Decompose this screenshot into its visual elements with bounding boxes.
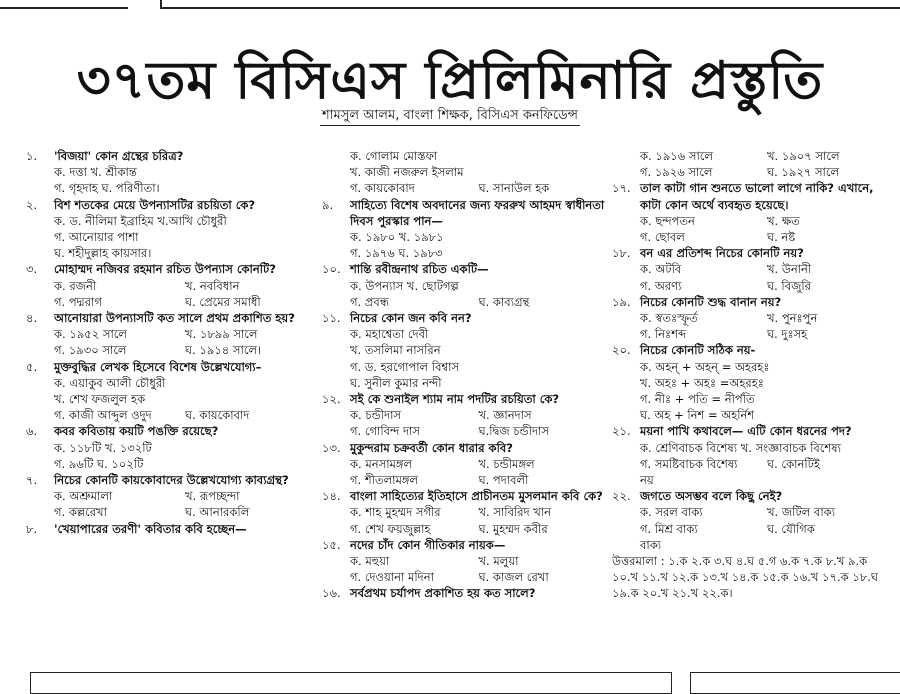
question-number: ২২. xyxy=(612,489,631,504)
option-row xyxy=(26,342,316,358)
question-3 xyxy=(26,261,316,277)
option: খ. পুনঃপুন xyxy=(767,311,818,326)
option: গ. প্রবন্ধ xyxy=(350,294,389,309)
option-row xyxy=(612,521,894,537)
option-line: ক. দত্তা খ. শ্রীকান্ত xyxy=(54,165,137,180)
question-1 xyxy=(26,148,316,164)
option: গ. দেওয়ানা মদিনা xyxy=(350,570,434,585)
option-line: ক. ড. নীলিমা ইব্রাহিম খ.আখি চৌধুরী xyxy=(54,213,227,228)
option: ঘ. আনারকলি xyxy=(185,505,250,520)
option-line: খ. তসলিমা নাসরিন xyxy=(350,343,441,358)
option: ক. ১৯১৬ সালে xyxy=(640,149,713,163)
question-number: ২১. xyxy=(612,424,631,439)
option: খ. ১৮৯৯ সালে xyxy=(185,327,258,342)
option: গ. ১৯২৬ সালে xyxy=(640,165,713,180)
question-5 xyxy=(26,359,316,375)
question-number: ১১. xyxy=(322,311,341,326)
question-number: ২০. xyxy=(612,343,631,358)
option-row xyxy=(26,278,316,294)
option-line: খ. কাজী নজরুল ইসলাম xyxy=(350,165,464,180)
option: ক. চন্ডীদাস xyxy=(350,408,402,423)
option: খ. ক্ষত xyxy=(767,213,800,228)
option-line: গ. ড. হরগোপাল বিশ্বাস xyxy=(350,359,460,374)
option: গ. মিশ্র বাক্য xyxy=(640,521,698,536)
option-row xyxy=(612,213,894,229)
question-15 xyxy=(322,537,607,553)
bottom-box xyxy=(690,672,900,694)
option: ঘ. দুঃসহ xyxy=(767,327,808,342)
option: ঘ. ১৯১৪ সালে। xyxy=(185,343,262,358)
question-11 xyxy=(322,310,607,326)
option: ঘ. মুহম্মদ কবীর xyxy=(478,521,548,536)
option-row xyxy=(612,504,894,520)
page-title: ৩৭তম বিসিএস প্রিলিমিনারি প্রস্তুতি xyxy=(76,50,824,111)
option-row xyxy=(322,407,607,423)
option: গ. ১৯৩০ সালে xyxy=(54,343,127,358)
bottom-box xyxy=(30,672,672,694)
option: ঘ. প্রেমের সমাধী xyxy=(185,294,261,309)
question-16 xyxy=(322,585,607,601)
question-number: ১৬. xyxy=(322,586,341,601)
option: গ. শেখ ফয়জুল্লাহ xyxy=(350,521,431,536)
question-7 xyxy=(26,472,316,488)
option-row xyxy=(322,456,607,472)
question-text: নিচের কোন জন কবি নন? xyxy=(350,311,472,326)
question-number: ২. xyxy=(26,197,38,212)
question-19 xyxy=(612,294,894,310)
question-number: ৪. xyxy=(26,311,38,326)
question-number: ১৫. xyxy=(322,537,341,552)
option-line: গ. ১৯৭৬ ঘ. ১৯৮৩ xyxy=(350,246,443,261)
option: গ. পদ্মরাগ xyxy=(54,294,102,309)
option-row xyxy=(26,488,316,504)
question-text: আনোয়ারা উপন্যাসটি কত সালে প্রথম প্রকাশিত হয়? xyxy=(54,311,295,326)
option-row xyxy=(322,521,607,537)
option: ঘ. নষ্ট xyxy=(767,230,796,245)
option: ঘ. ১৯২৭ সালে xyxy=(767,165,840,180)
option: গ. সমষ্টিবাচক বিশেষ্য xyxy=(640,456,738,471)
question-number: ১৩. xyxy=(322,440,341,455)
question-text: 'বিজয়া' কোন গ্রন্থের চরিত্র? xyxy=(54,149,184,163)
option-line: নয় xyxy=(640,473,654,488)
option-line: ক. ১৯৮০ খ. ১৯৮১ xyxy=(350,230,444,245)
option-row xyxy=(612,326,894,342)
option-row xyxy=(322,294,607,310)
question-number: ১৪. xyxy=(322,489,341,504)
question-text: সর্বপ্রথম চর্যাপদ প্রকাশিত হয় কত সালে? xyxy=(350,586,536,601)
option-line: ক. শ্রেণিবাচক বিশেষ্য খ. সংজ্ঞাবাচক বিশেষ্য xyxy=(640,440,841,455)
question-text: নিচের কোনটি শুদ্ধ বানান নয়? xyxy=(640,294,782,309)
option: ঘ. কাজল রেখা xyxy=(478,570,549,585)
option: ক. অটবি xyxy=(640,262,682,277)
option: ক. অশ্রুমালা xyxy=(54,489,113,504)
question-text: বন এর প্রতিশব্দ নিচের কোনটি নয়? xyxy=(640,246,804,261)
option-line: ঘ. সুনীল কুমার নন্দী xyxy=(350,375,442,390)
option: ক. মহুয়া xyxy=(350,554,390,569)
option: গ. কায়কোবাদ xyxy=(350,181,415,196)
question-text: মুক্তবুদ্ধির লেখক হিসেবে বিশেষ উল্লেখযোগ্য– xyxy=(54,359,262,374)
question-text: নদের চাঁদ কোন গীতিকার নায়ক— xyxy=(350,537,506,552)
question-number: ৯. xyxy=(322,197,334,212)
option-row xyxy=(612,261,894,277)
question-18 xyxy=(612,245,894,261)
option-row xyxy=(322,504,607,520)
question-number: ১. xyxy=(26,149,38,163)
option-line: গ. নীঃ + পতি = নীর্পতি xyxy=(640,392,755,407)
question-number: ১৮. xyxy=(612,246,631,261)
question-4 xyxy=(26,310,316,326)
option-line: ক. মহাশ্বেতা দেবী xyxy=(350,327,429,342)
option-row xyxy=(26,504,316,520)
option-row xyxy=(612,278,894,294)
option: খ. জ্ঞানদাস xyxy=(478,408,532,423)
question-6 xyxy=(26,423,316,439)
question-text: সাহিত্যে বিশেষ অবদানের জন্য ফররুখ আহমদ স্বাধীনতা দিবস পুরস্কার পান— xyxy=(350,197,605,228)
option: ঘ. কোনটিই xyxy=(767,456,820,471)
question-9 xyxy=(322,197,607,229)
question-number: ৬. xyxy=(26,424,38,439)
option: ঘ. যৌগিক xyxy=(767,521,815,536)
question-number: ৭. xyxy=(26,473,38,488)
question-number: ১০. xyxy=(322,262,341,277)
option-row xyxy=(322,180,607,196)
question-text: বাংলা সাহিত্যের ইতিহাসে প্রাচীনতম মুসলমান কবি কে? xyxy=(350,489,603,504)
option: ঘ. বিজুরি xyxy=(767,278,812,293)
question-text: ময়না পাখি কথাবলে— এটি কোন ধরনের পদ? xyxy=(640,424,852,439)
option: ক. রজনী xyxy=(54,278,97,293)
question-text: জগতে অসম্ভব বলে কিছু নেই? xyxy=(640,489,783,504)
question-text: মোহাম্মদ নজিবর রহমান রচিত উপন্যাস কোনটি? xyxy=(54,262,276,277)
question-text: কবর কবিতায় কয়টি পঙক্তি রয়েছে? xyxy=(54,424,219,439)
option: ক. শাহ মুহম্মদ সগীর xyxy=(350,505,441,520)
question-number: ১২. xyxy=(322,392,341,407)
option-row xyxy=(612,456,894,472)
question-12 xyxy=(322,391,607,407)
option: খ. ১৯০৭ সালে xyxy=(767,149,840,163)
option-line: গ. আনোয়ার পাশা xyxy=(54,230,139,245)
option-line: ক. ১১৮টি খ. ১৩২টি xyxy=(54,440,152,455)
option-line: ক. এয়াকুব আলী চৌধুরী xyxy=(54,375,166,390)
question-13 xyxy=(322,440,607,456)
option-row xyxy=(322,569,607,585)
option-row xyxy=(612,164,894,180)
option-row xyxy=(612,148,894,164)
option: খ. মলুয়া xyxy=(478,554,519,569)
option: গ. কাজী আব্দুল ওদুদ xyxy=(54,408,152,423)
question-text: তাল কাটা গান শুনতে ভালো লাগে নাকি? এখানে, কাটা কোন অর্থে ব্যবহৃত হয়েছে। xyxy=(640,181,874,212)
option: ক. সরল বাক্য xyxy=(640,505,703,520)
option-line: গ. ৯৬টি ঘ. ১০২টি xyxy=(54,456,144,471)
option-line: ঘ. শহীদুল্লাহ কায়সার। xyxy=(54,246,152,261)
column-3 xyxy=(612,148,894,602)
question-text: নিচের কোনটি সঠিক নয়- xyxy=(640,343,756,358)
option-line: বাক্য xyxy=(640,537,662,552)
option: খ. রূপচ্ছন্দা xyxy=(185,489,240,504)
author-line: শামসুল আলম, বাংলা শিক্ষক, বিসিএস কনফিডেন্স xyxy=(320,108,580,126)
question-text: নিচের কোনটি কায়কোবাদের উল্লেখযোগ্য কাব্যগ্রন্থ? xyxy=(54,473,289,488)
question-21 xyxy=(612,423,894,439)
option-row xyxy=(322,472,607,488)
question-number: ৫. xyxy=(26,359,38,374)
option: খ. চন্ডীমঙ্গল xyxy=(478,456,535,471)
question-text: মুকুন্দরাম চক্রবর্তী কোন ধারার কবি? xyxy=(350,440,513,455)
option: খ. সাবিরিদ খান xyxy=(478,505,552,520)
question-text: শান্তি রবীন্দ্রনাথ রচিত একটি— xyxy=(350,262,489,277)
question-text: বিশ শতকের মেয়ে উপন্যাসটির রচয়িতা কে? xyxy=(54,197,256,212)
question-2 xyxy=(26,197,316,213)
question-number: ১৭. xyxy=(612,181,631,196)
option: গ. শীতলামঙ্গল xyxy=(350,473,419,488)
option-line: ঘ. অহ + নিশ = অহর্নিশ xyxy=(640,408,755,423)
question-text: 'খেয়াপারের তরণী' কবিতার কবি হচ্ছেন— xyxy=(54,521,247,536)
question-text: সই কে শুনাইল শ্যাম নাম পদটির রচয়িতা কে? xyxy=(350,392,560,407)
option-row xyxy=(26,407,316,423)
option: গ. ছোবল xyxy=(640,230,685,245)
option: ঘ.দ্বিজ চন্ডীদাস xyxy=(478,424,549,439)
option-row xyxy=(322,553,607,569)
option: ক. ছন্দপতন xyxy=(640,213,695,228)
option-line: খ. শেখ ফজলুল হক xyxy=(54,392,146,407)
top-border xyxy=(0,0,900,10)
option: খ. নববিধান xyxy=(185,278,240,293)
option: গ. কল্লরেখা xyxy=(54,505,107,520)
option: গ. নিঃশব্দ xyxy=(640,327,687,342)
option-row xyxy=(612,310,894,326)
option: ক. ১৯৫২ সালে xyxy=(54,327,127,342)
option-row xyxy=(612,229,894,245)
answer-key: উত্তরমালা : ১.ক ২.ক ৩.ঘ ৪.ঘ ৫.গ ৬.ক ৭.ক ৮.খ ৯.ক ১০.খ ১১.খ ১২.ক ১৩.খ ১৪.ক ১৫.ক ১৬.খ ১৭.ক ১৮.ঘ ১৯.ক ২০.খ ২১.খ ২২.ক। xyxy=(612,554,879,601)
question-10 xyxy=(322,261,607,277)
option: খ. জটিল বাক্য xyxy=(767,505,836,520)
option-row xyxy=(26,294,316,310)
question-number: ৩. xyxy=(26,262,38,277)
option-line: ক. উপন্যাস খ. ছোটগল্প xyxy=(350,278,459,293)
column-1 xyxy=(26,148,316,537)
option: ক. মনসামঙ্গল xyxy=(350,456,413,471)
column-2 xyxy=(322,148,607,602)
question-8 xyxy=(26,521,316,537)
question-number: ১৯. xyxy=(612,294,631,309)
question-17 xyxy=(612,180,894,212)
option: ঘ. কাব্যগ্রন্থ xyxy=(478,294,530,309)
option: ঘ. কায়কোবাদ xyxy=(185,408,250,423)
option: ঘ. সানাউল হক xyxy=(478,181,550,196)
option-line: ক. গোলাম মোস্তফা xyxy=(350,149,438,163)
option: ক. স্বতঃস্ফূর্ত xyxy=(640,311,698,326)
question-20 xyxy=(612,342,894,358)
question-number: ৮. xyxy=(26,521,38,536)
option: গ. গোবিন্দ দাস xyxy=(350,424,420,439)
option: গ. অরণ্য xyxy=(640,278,682,293)
byline xyxy=(0,106,900,127)
question-14 xyxy=(322,488,607,504)
option: খ. উনানী xyxy=(767,262,812,277)
option-line: ক. অহন্ + অহন্ = অহরহঃ xyxy=(640,359,770,374)
option-line: গ. গৃহদাহ ঘ. পরিণীতা। xyxy=(54,181,160,196)
option-row xyxy=(26,326,316,342)
question-22 xyxy=(612,488,894,504)
option: ঘ. পদাবলী xyxy=(478,473,529,488)
option-line: খ. অহঃ + অহঃ =অহরহঃ xyxy=(640,375,764,390)
option-row xyxy=(322,423,607,439)
